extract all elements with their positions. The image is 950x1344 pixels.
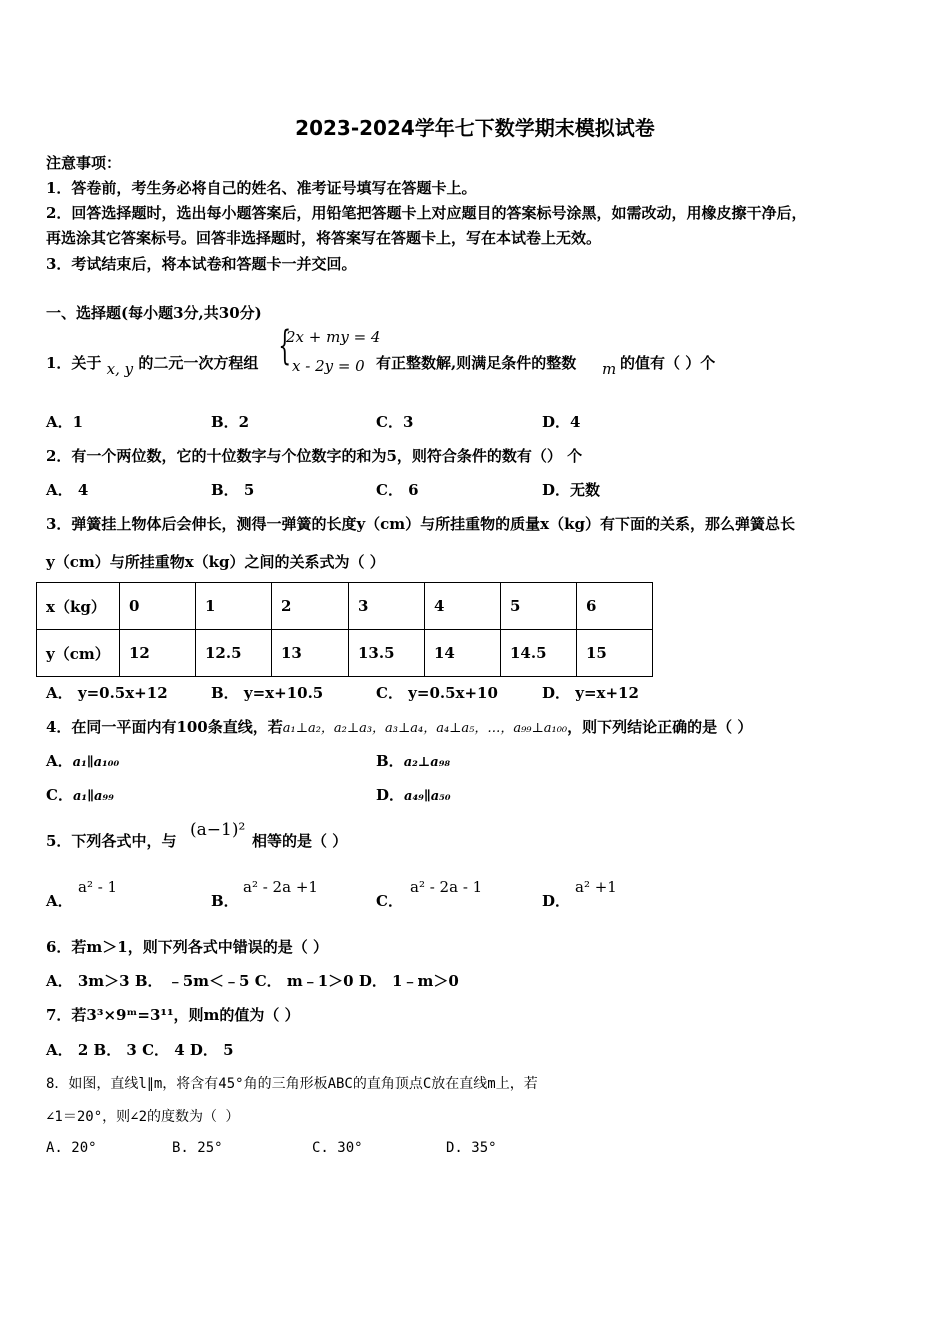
q8-option-b[interactable]: B. 25° bbox=[172, 1140, 223, 1156]
q4-option-c[interactable] bbox=[46, 784, 114, 805]
q7-options[interactable]: A． 2 B． 3 C． 4 D． 5 bbox=[46, 1041, 234, 1059]
table-row bbox=[37, 630, 653, 677]
q5-option-a-expr[interactable]: a² - 1 bbox=[78, 878, 118, 896]
q2-option-d[interactable]: D．无数 bbox=[542, 481, 601, 499]
q2-text: 2．有一个两位数，它的十位数字与个位数字的和为5，则符合条件的数有（） 个 bbox=[46, 447, 583, 465]
q4-option-d-label: D． bbox=[376, 786, 405, 804]
q1-eq2: x - 2y = 0 bbox=[292, 357, 365, 375]
q4-suffix: ，则下列结论正确的是（ ） bbox=[567, 718, 753, 736]
q4-option-b-label: B． bbox=[376, 752, 404, 770]
table-cell: 12.5 bbox=[196, 630, 272, 677]
q1-option-b[interactable]: B．2 bbox=[211, 413, 250, 431]
table-cell: y（cm） bbox=[37, 630, 120, 677]
q3-option-b[interactable]: B． y=x+10.5 bbox=[211, 684, 324, 702]
q5-expr: (a−1)² bbox=[190, 820, 246, 840]
q4-option-a-label: A． bbox=[46, 752, 73, 770]
q5-option-c-label[interactable]: C． bbox=[376, 892, 403, 910]
q1-option-d[interactable]: D．4 bbox=[542, 413, 581, 431]
q3-option-d[interactable]: D． y=x+12 bbox=[542, 684, 639, 702]
note-item-2: 2．回答选择题时，选出每小题答案后，用铅笔把答题卡上对应题目的答案标号涂黑，如需改动，用橡皮擦干净后， bbox=[46, 204, 807, 222]
table-cell: 14 bbox=[425, 630, 501, 677]
q6-text: 6．若m＞1，则下列各式中错误的是（ ） bbox=[46, 938, 328, 956]
q3-option-a[interactable]: A． y=0.5x+12 bbox=[46, 684, 168, 702]
q5-option-d-label[interactable]: D． bbox=[542, 892, 571, 910]
q4-sequence: a₁⊥a₂，a₂⊥a₃，a₃⊥a₄，a₄⊥a₅，…，a₉₉⊥a₁₀₀ bbox=[282, 721, 568, 736]
q1-option-c[interactable]: C．3 bbox=[376, 413, 414, 431]
q6-options[interactable]: A． 3m＞3 B． ﹣5m＜﹣5 C． m﹣1＞0 D． 1﹣m＞0 bbox=[46, 972, 459, 990]
table-cell: 1 bbox=[196, 583, 272, 630]
q1-option-a[interactable]: A．1 bbox=[46, 413, 84, 431]
q8-option-a[interactable]: A. 20° bbox=[46, 1140, 97, 1156]
q4-option-b[interactable] bbox=[376, 750, 450, 771]
q1-text bbox=[46, 352, 259, 378]
table-cell: 12 bbox=[120, 630, 196, 677]
q1-suffix: 有正整数解,则满足条件的整数 bbox=[376, 354, 577, 372]
page-title: 2023-2024学年七下数学期末模拟试卷 bbox=[295, 116, 655, 140]
note-item-3: 3．考试结束后，将本试卷和答题卡一并交回。 bbox=[46, 255, 357, 273]
q5-option-b-expr[interactable]: a² - 2a +1 bbox=[243, 878, 318, 896]
q1-end: 的值有（ ）个 bbox=[620, 354, 716, 372]
section-heading: 一、选择题(每小题3分,共30分) bbox=[46, 304, 262, 322]
q8-option-c[interactable]: C. 30° bbox=[312, 1140, 363, 1156]
q1-var-m: m bbox=[602, 360, 617, 378]
q1-prefix: 1．关于 bbox=[46, 354, 102, 372]
q1-eq1: 2x + my = 4 bbox=[286, 328, 381, 346]
table-cell: 2 bbox=[272, 583, 349, 630]
q1-vars: x, y bbox=[106, 360, 134, 378]
table-cell: 5 bbox=[501, 583, 577, 630]
q2-option-b[interactable]: B． 5 bbox=[211, 481, 255, 499]
q5-suffix: 相等的是（ ） bbox=[252, 832, 348, 850]
q2-option-c[interactable]: C． 6 bbox=[376, 481, 419, 499]
q5-option-a-label[interactable]: A． bbox=[46, 892, 73, 910]
q8-line-1: 8．如图，直线l∥m，将含有45°角的三角形板ABC的直角顶点C放在直线m上，若 bbox=[46, 1076, 538, 1092]
note-item-1: 1．答卷前，考生务必将自己的姓名、准考证号填写在答题卡上。 bbox=[46, 179, 477, 197]
table-cell: 14.5 bbox=[501, 630, 577, 677]
q1-brace: { bbox=[278, 323, 292, 369]
q3-line-1: 3．弹簧挂上物体后会伸长，测得一弹簧的长度y（cm）与所挂重物的质量x（kg）有下面的关系，那么弹簧总长 bbox=[46, 515, 795, 533]
q4-option-a[interactable] bbox=[46, 750, 119, 771]
q2-option-a[interactable]: A． 4 bbox=[46, 481, 89, 499]
q4-option-a-expr: a₁∥a₁₀₀ bbox=[72, 755, 120, 770]
table-cell: 3 bbox=[349, 583, 425, 630]
q1-mid: 的二元一次方程组 bbox=[138, 354, 259, 372]
q5-option-b-label[interactable]: B． bbox=[211, 892, 239, 910]
q8-option-d[interactable]: D. 35° bbox=[446, 1140, 497, 1156]
table-cell: 6 bbox=[577, 583, 653, 630]
q3-option-c[interactable]: C． y=0.5x+10 bbox=[376, 684, 498, 702]
table-cell: 13 bbox=[272, 630, 349, 677]
table-cell: 0 bbox=[120, 583, 196, 630]
q4-option-d-expr: a₄₉∥a₅₀ bbox=[404, 789, 451, 804]
q5-prefix: 5．下列各式中，与 bbox=[46, 832, 177, 850]
table-cell: x（kg） bbox=[37, 583, 120, 630]
q3-line-2: y（cm）与所挂重物x（kg）之间的关系式为（ ） bbox=[46, 553, 385, 571]
note-item-2-cont: 再选涂其它答案标号。回答非选择题时，将答案写在答题卡上，写在本试卷上无效。 bbox=[46, 229, 602, 247]
table-cell: 4 bbox=[425, 583, 501, 630]
table-cell: 15 bbox=[577, 630, 653, 677]
q8-line-2: ∠1＝20°，则∠2的度数为（ ） bbox=[46, 1109, 240, 1125]
q5-option-c-expr[interactable]: a² - 2a - 1 bbox=[410, 878, 483, 896]
table-cell: 13.5 bbox=[349, 630, 425, 677]
q4-option-d[interactable] bbox=[376, 784, 451, 805]
q4-option-b-expr: a₂⊥a₉₈ bbox=[403, 755, 451, 770]
table-row bbox=[37, 583, 653, 630]
q5-option-d-expr[interactable]: a² +1 bbox=[575, 878, 617, 896]
q4-prefix: 4．在同一平面内有100条直线，若 bbox=[46, 718, 283, 736]
notes-heading: 注意事项： bbox=[46, 154, 122, 172]
q3-data-table bbox=[36, 582, 653, 677]
q7-text: 7．若3³×9ᵐ=3¹¹，则m的值为（ ） bbox=[46, 1006, 300, 1024]
q4-text bbox=[46, 716, 752, 737]
q4-option-c-label: C． bbox=[46, 786, 73, 804]
q4-option-c-expr: a₁∥a₉₉ bbox=[72, 789, 114, 804]
